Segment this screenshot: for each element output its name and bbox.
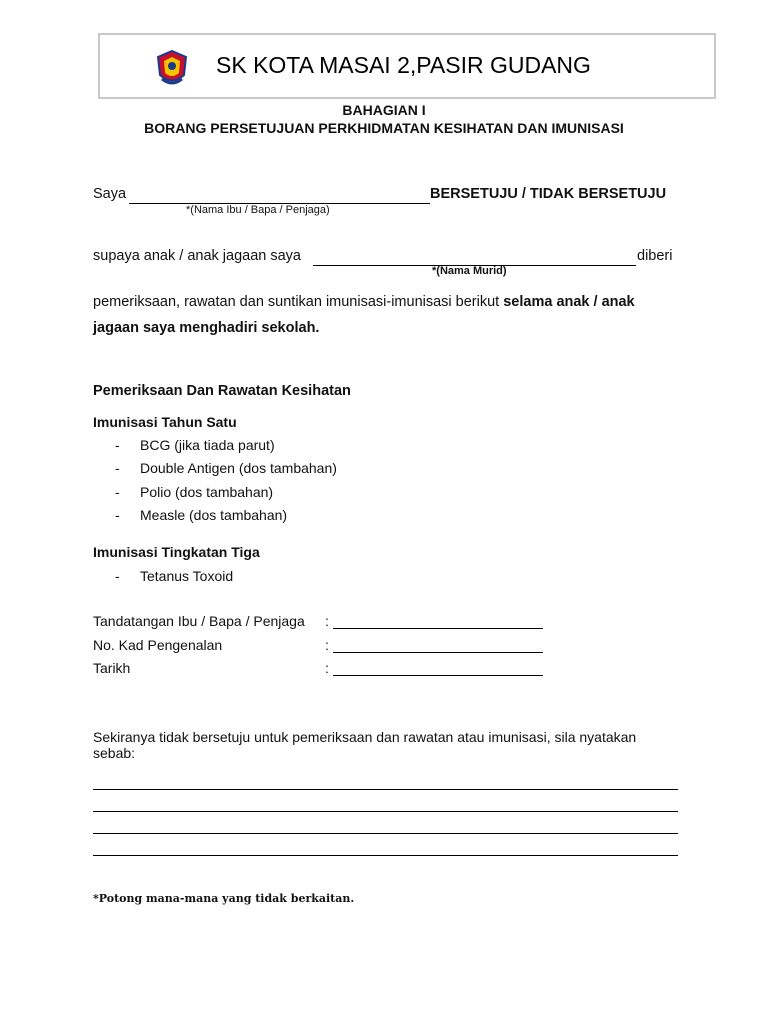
date-sep: : [325,660,329,676]
bullet: - [115,460,120,476]
list-item: Double Antigen (dos tambahan) [140,460,337,476]
bullet: - [115,437,120,453]
parent-name-hint: *(Nama Ibu / Bapa / Penjaga) [186,204,330,216]
signature-label: Tandatangan Ibu / Bapa / Penjaga [93,613,305,629]
date-line[interactable] [333,675,543,676]
bullet: - [115,507,120,523]
consent-paragraph-line2: jagaan saya menghadiri sekolah. [93,320,320,336]
form-title: BORANG PERSETUJUAN PERKHIDMATAN KESIHATAN DAN IMUNISASI [144,120,624,136]
year-one-heading: Imunisasi Tahun Satu [93,414,237,430]
consent-paragraph-line1 [93,294,635,310]
reason-line-4[interactable] [93,855,678,856]
child-suffix: diberi [637,248,673,264]
section-title: BAHAGIAN I [342,102,426,118]
header-box [98,33,716,99]
reason-line-1[interactable] [93,789,678,790]
ic-sep: : [325,637,329,653]
agree-options: BERSETUJU / TIDAK BERSETUJU [430,186,667,202]
services-heading: Pemeriksaan Dan Rawatan Kesihatan [93,383,351,399]
reason-line-3[interactable] [93,833,678,834]
signature-sep: : [325,613,329,629]
list-item: Measle (dos tambahan) [140,507,288,523]
list-item: BCG (jika tiada parut) [140,437,275,453]
ic-line[interactable] [333,652,543,653]
date-label: Tarikh [93,660,131,676]
list-item: Polio (dos tambahan) [140,484,274,500]
signature-line[interactable] [333,628,543,629]
reason-line-2[interactable] [93,811,678,812]
reason-text: Sekiranya tidak bersetuju untuk pemeriksaan dan rawatan atau imunisasi, sila nyatakan [93,729,637,745]
saya-label: Saya [93,186,127,202]
consent-para-normal: pemeriksaan, rawatan dan suntikan imunisasi-imunisasi berikut [93,294,504,310]
child-prefix: supaya anak / anak jagaan saya [93,248,301,264]
consent-para-bold: selama anak / anak [503,294,635,310]
ic-label: No. Kad Pengenalan [93,637,223,653]
school-name: SK KOTA MASAI 2,PASIR GUDANG [216,52,591,78]
reason-text-line2: sebab: [93,745,136,761]
bullet: - [115,484,120,500]
list-item: Tetanus Toxoid [140,568,234,584]
form-three-heading: Imunisasi Tingkatan Tiga [93,544,260,560]
bullet: - [115,568,120,584]
school-crest-icon [154,49,190,87]
footnote: *Potong mana-mana yang tidak berkaitan. [93,892,355,905]
child-name-hint: *(Nama Murid) [432,265,507,277]
